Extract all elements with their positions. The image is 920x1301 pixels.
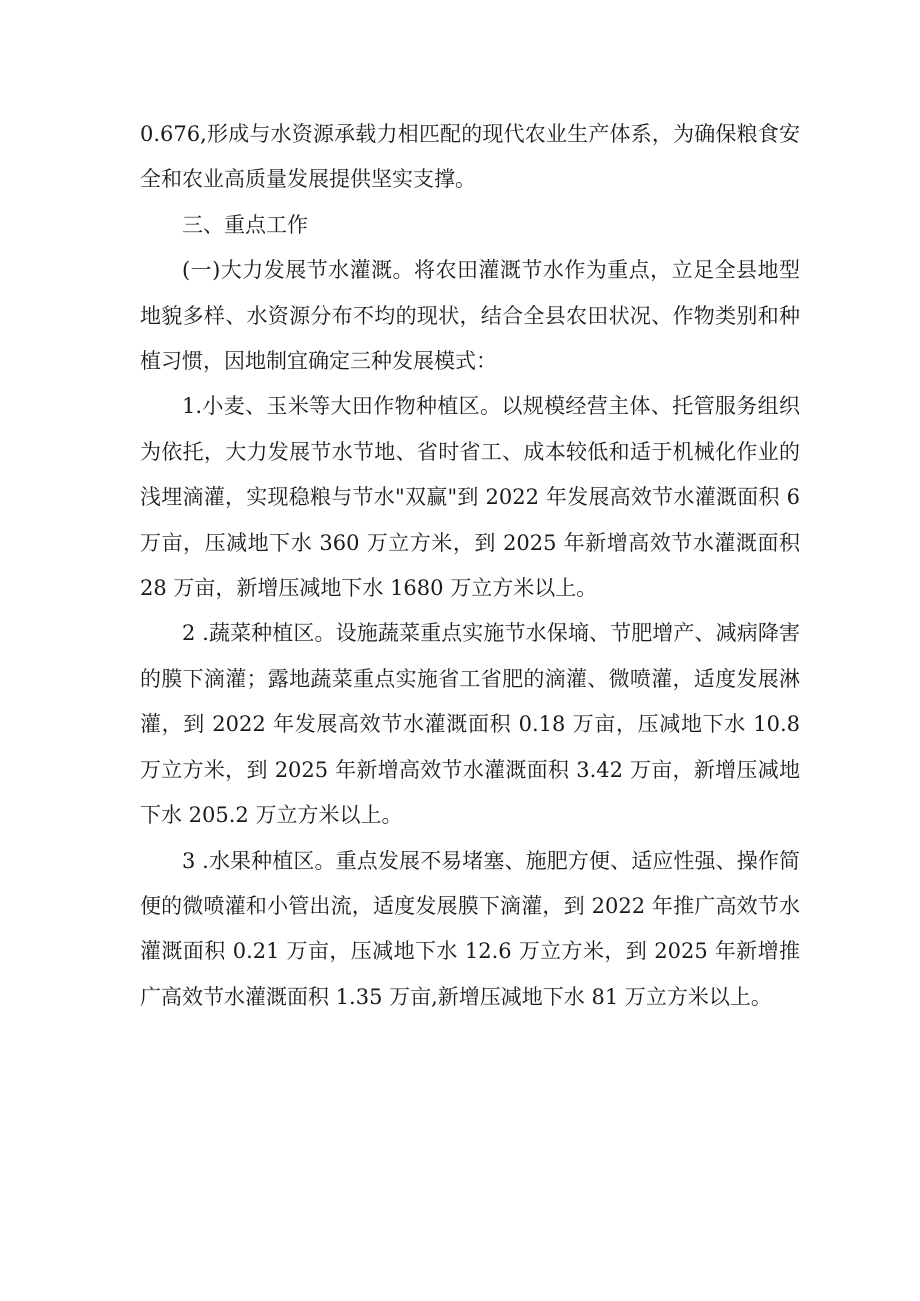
list-item-2: 2 .蔬菜种植区。设施蔬菜重点实施节水保墒、节肥增产、减病降害的膜下滴灌；露地蔬菜重点实施省工省肥的滴灌、微喷灌，适度发展淋灌，到 2022 年发展高效节水灌溉面积 0.18 万亩，压减地下水 10.8 万立方米，到 2025 年新增高效节水灌溉面积 3.42 万亩，新增压减地下水 205.2 万立方米以上。: [140, 621, 807, 828]
list-item-3: 3 .水果种植区。重点发展不易堵塞、施肥方便、适应性强、操作简便的微喷灌和小管出流，适度发展膜下滴灌，到 2022 年推广高效节水灌溉面积 0.21 万亩，压减地下水 12.6 万立方米，到 2025 年新增推广高效节水灌溉面积 1.35 万亩,新增压减地下水 81 万立方米以上。: [140, 848, 800, 1009]
section-heading: 三、重点工作: [182, 212, 308, 237]
paragraph-continuation: 0.676,形成与水资源承载力相匹配的现代农业生产体系，为确保粮食安全和农业高质量发展提供坚实支撑。: [140, 122, 800, 192]
document-body: [140, 112, 807, 1020]
list-item-1: 1.小麦、玉米等大田作物种植区。以规模经营主体、托管服务组织为依托，大力发展节水节地、省时省工、成本较低和适于机械化作业的浅埋滴灌，实现稳粮与节水"双赢"到 2022 年发展高效节水灌溉面积 6 万亩，压减地下水 360 万立方米，到 2025 年新增高效节水灌溉面积 28 万亩，新增压减地下水 1680 万立方米以上。: [140, 394, 807, 601]
subsection-paragraph: (一)大力发展节水灌溉。将农田灌溉节水作为重点，立足全县地型地貌多样、水资源分布不均的现状，结合全县农田状况、作物类别和种植习惯，因地制宜确定三种发展模式：: [140, 258, 800, 374]
